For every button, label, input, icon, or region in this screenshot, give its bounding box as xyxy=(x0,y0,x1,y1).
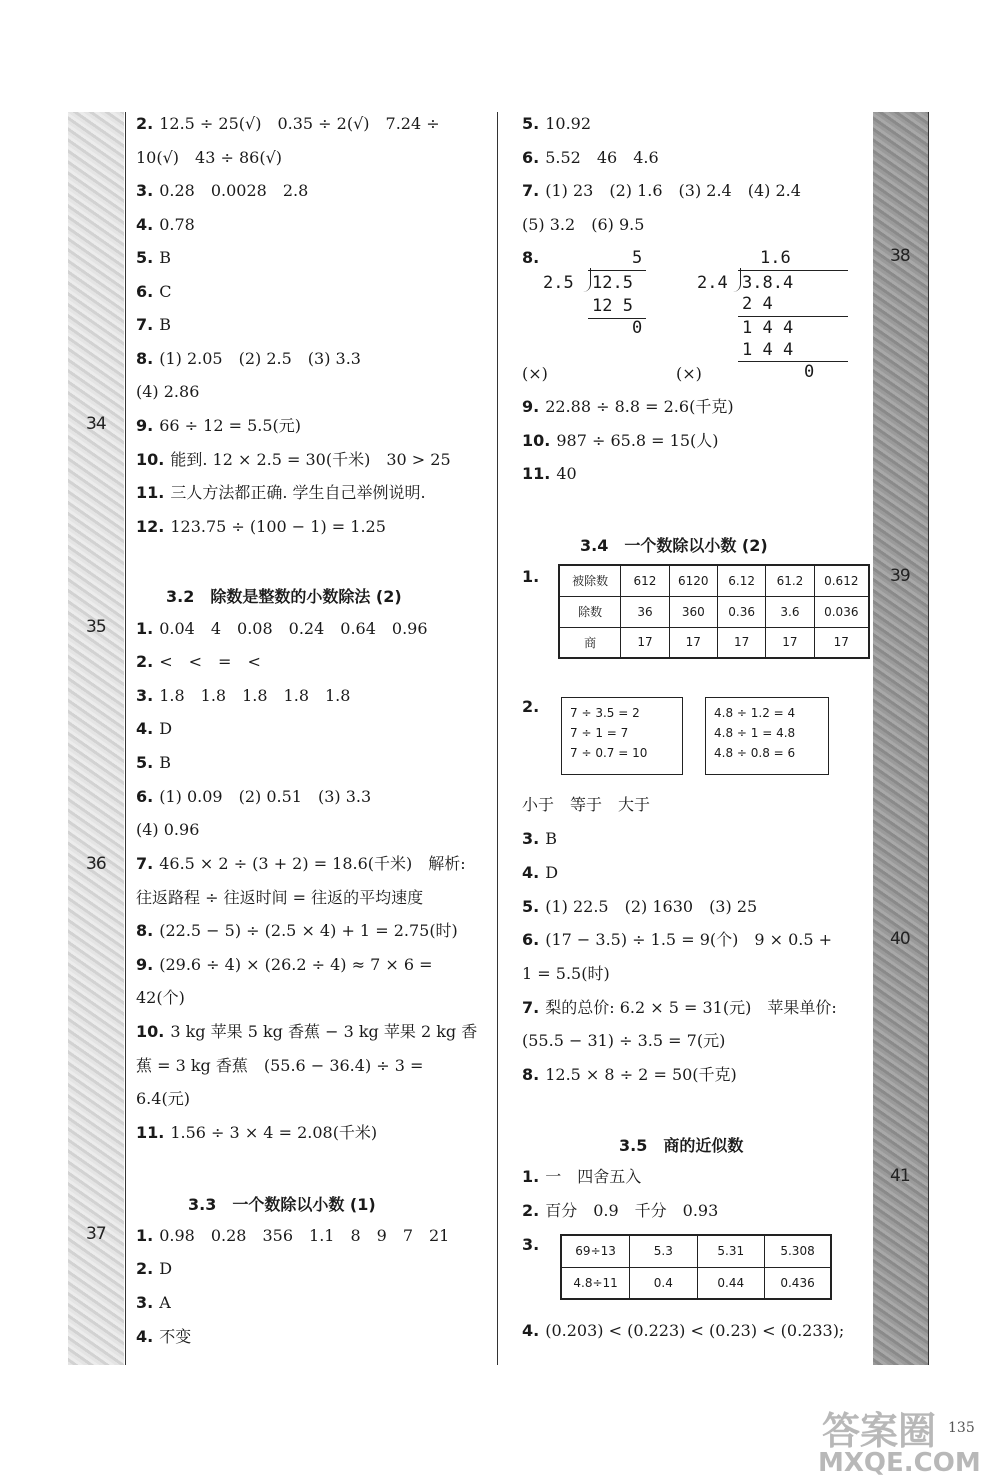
answer-line: 7. 46.5 × 2 ÷ (3 + 2) = 18.6(千米) 解析: xyxy=(136,854,466,873)
answer-line: 3. 1.8 1.8 1.8 1.8 1.8 xyxy=(136,686,351,705)
quotient-table xyxy=(558,564,870,659)
quotient: 5 xyxy=(632,248,643,268)
answer-line: 2. < < = < xyxy=(136,652,261,671)
answer-line: 5. (1) 22.5 (2) 1630 (3) 25 xyxy=(522,897,758,916)
table-cell: 360 xyxy=(669,596,717,627)
answer-line: 3. B xyxy=(522,829,557,848)
answer-line: 2. D xyxy=(136,1259,173,1278)
answer-line: 2. xyxy=(522,697,540,716)
answer-line: 3. 0.28 0.0028 2.8 xyxy=(136,181,309,200)
page-number-39: 39 xyxy=(890,566,910,586)
table-cell: 17 xyxy=(766,627,814,658)
answer-line: 往返路程 ÷ 往返时间 = 往返的平均速度 xyxy=(136,888,424,907)
divisor: 2.5 xyxy=(543,273,574,293)
table-row xyxy=(559,627,869,658)
answer-line: 5. B xyxy=(136,248,171,267)
left-rule xyxy=(125,112,126,1365)
answer-line: 9. 66 ÷ 12 = 5.5(元) xyxy=(136,416,302,435)
remainder: 0 xyxy=(804,362,815,382)
mark-cross-2: (×) xyxy=(676,364,702,383)
table-cell: 0.036 xyxy=(814,596,869,627)
table-cell: 5.308 xyxy=(765,1235,831,1267)
section-heading-3-4: 3.4 一个数除以小数 (2) xyxy=(580,536,768,555)
table-cell: 17 xyxy=(717,627,765,658)
product: 1 4 4 xyxy=(742,340,794,360)
table-cell: 6.12 xyxy=(717,565,765,596)
section-heading-3-2: 3.2 除数是整数的小数除法 (2) xyxy=(166,587,402,606)
table-cell: 69÷13 xyxy=(561,1235,630,1267)
answer-line: 7. (1) 23 (2) 1.6 (3) 2.4 (4) 2.4 xyxy=(522,181,801,200)
answer-line: 10. 能到. 12 × 2.5 = 30(千米) 30 > 25 xyxy=(136,450,451,469)
table-cell: 0.36 xyxy=(717,596,765,627)
table-cell: 除数 xyxy=(559,596,621,627)
answer-line: 6. 5.52 46 4.6 xyxy=(522,148,659,167)
table-cell: 商 xyxy=(559,627,621,658)
table-row xyxy=(561,1267,831,1299)
page-number-37: 37 xyxy=(86,1224,106,1244)
answer-line: 11. 1.56 ÷ 3 × 4 = 2.08(千米) xyxy=(136,1123,378,1142)
section-heading-3-3: 3.3 一个数除以小数 (1) xyxy=(188,1195,376,1214)
table-cell: 612 xyxy=(621,565,669,596)
answer-line: 11. 三人方法都正确. 学生自己举例说明. xyxy=(136,483,426,502)
division-bracket xyxy=(582,268,591,292)
table-cell: 17 xyxy=(669,627,717,658)
answer-line: 4. 不变 xyxy=(136,1327,192,1346)
answer-line: 4. D xyxy=(136,719,173,738)
answer-line: 8. xyxy=(522,248,540,267)
box-line: 4.8 ÷ 1 = 4.8 xyxy=(714,726,796,740)
table-cell: 61.2 xyxy=(766,565,814,596)
answer-line: 8. (1) 2.05 (2) 2.5 (3) 3.3 xyxy=(136,349,361,368)
answer-line: 10. 987 ÷ 65.8 = 15(人) xyxy=(522,431,719,450)
quotient: 1.6 xyxy=(760,248,791,268)
table-cell: 36 xyxy=(621,596,669,627)
division-bar xyxy=(588,270,646,271)
box-line: 7 ÷ 1 = 7 xyxy=(570,726,629,740)
table-cell: 被除数 xyxy=(559,565,621,596)
answer-line: 10(√) 43 ÷ 86(√) xyxy=(136,148,283,167)
answer-line: 5. 10.92 xyxy=(522,114,592,133)
answer-line: 1. 0.98 0.28 356 1.1 8 9 7 21 xyxy=(136,1226,450,1245)
box-line: 7 ÷ 3.5 = 2 xyxy=(570,706,640,720)
section-heading-3-5: 3.5 商的近似数 xyxy=(619,1136,744,1155)
subtract-bar xyxy=(738,361,848,362)
subtract-bar xyxy=(738,316,848,317)
answer-line: (5) 3.2 (6) 9.5 xyxy=(522,215,645,234)
answer-line: 7. B xyxy=(136,315,171,334)
table-row xyxy=(559,596,869,627)
box-line: 7 ÷ 0.7 = 10 xyxy=(570,746,648,760)
answer-line: 蕉 = 3 kg 香蕉 (55.6 − 36.4) ÷ 3 = xyxy=(136,1056,424,1075)
answer-line: 1 = 5.5(时) xyxy=(522,964,610,983)
answer-line: 2. 12.5 ÷ 25(√) 0.35 ÷ 2(√) 7.24 ÷ xyxy=(136,114,440,133)
answer-line: 4. D xyxy=(522,863,559,882)
table-cell: 0.4 xyxy=(630,1267,697,1299)
page-number-41: 41 xyxy=(890,1166,910,1186)
page-number-35: 35 xyxy=(86,617,106,637)
answer-line: 1. xyxy=(522,567,540,586)
table-cell: 17 xyxy=(621,627,669,658)
center-rule xyxy=(497,112,498,1365)
answer-line: 10. 3 kg 苹果 5 kg 香蕉 − 3 kg 苹果 2 kg 香 xyxy=(136,1022,478,1041)
dividend: 12.5 xyxy=(592,273,633,293)
answer-line: 4. 0.78 xyxy=(136,215,195,234)
table-cell: 5.31 xyxy=(697,1235,765,1267)
answer-line: 2. 百分 0.9 千分 0.93 xyxy=(522,1201,719,1220)
table-row xyxy=(559,565,869,596)
table-cell: 0.436 xyxy=(765,1267,831,1299)
watermark-logo: 答案圈 xyxy=(822,1409,937,1453)
left-margin-band xyxy=(68,112,124,1365)
answer-line: 3. A xyxy=(136,1293,171,1312)
answer-line: 12. 123.75 ÷ (100 − 1) = 1.25 xyxy=(136,517,386,536)
answer-line: 8. 12.5 × 8 ÷ 2 = 50(千克) xyxy=(522,1065,737,1084)
answer-line: 3. xyxy=(522,1235,540,1254)
table-cell: 0.44 xyxy=(697,1267,765,1299)
dividend: 3.8.4 xyxy=(742,273,794,293)
answer-line: 42(个) xyxy=(136,988,185,1007)
example-box-1 xyxy=(561,697,683,775)
right-rule xyxy=(928,112,929,1365)
answer-line: 8. (22.5 − 5) ÷ (2.5 × 4) + 1 = 2.75(时) xyxy=(136,921,458,940)
table-cell: 17 xyxy=(814,627,869,658)
product: 12 5 xyxy=(592,296,633,316)
partial: 1 4 4 xyxy=(742,318,794,338)
approx-table xyxy=(560,1234,832,1300)
folio: 135 xyxy=(948,1420,975,1436)
table-cell: 5.3 xyxy=(630,1235,697,1267)
answer-line: (4) 0.96 xyxy=(136,820,200,839)
page-number-36: 36 xyxy=(86,854,106,874)
page-number-38: 38 xyxy=(890,246,910,266)
answer-line: (55.5 − 31) ÷ 3.5 = 7(元) xyxy=(522,1031,726,1050)
answer-line: 7. 梨的总价: 6.2 × 5 = 31(元) 苹果单价: xyxy=(522,998,837,1017)
answer-line: 6. (1) 0.09 (2) 0.51 (3) 3.3 xyxy=(136,787,372,806)
answer-line: 6. C xyxy=(136,282,172,301)
answer-line: (4) 2.86 xyxy=(136,382,200,401)
table-cell: 4.8÷11 xyxy=(561,1267,630,1299)
box-line: 4.8 ÷ 1.2 = 4 xyxy=(714,706,796,720)
table-row xyxy=(561,1235,831,1267)
watermark-url: MXQE.COM xyxy=(818,1448,981,1478)
answer-line: 5. B xyxy=(136,753,171,772)
table-cell: 3.6 xyxy=(766,596,814,627)
answer-line: 6.4(元) xyxy=(136,1089,190,1108)
answer-line: 小于 等于 大于 xyxy=(522,795,651,814)
answer-line: 11. 40 xyxy=(522,464,577,483)
product: 2 4 xyxy=(742,294,773,314)
answer-line: 1. 一 四舍五入 xyxy=(522,1167,642,1186)
table-cell: 0.612 xyxy=(814,565,869,596)
divisor: 2.4 xyxy=(697,273,728,293)
remainder: 0 xyxy=(632,318,643,338)
page-number-40: 40 xyxy=(890,929,910,949)
division-bracket xyxy=(732,268,741,292)
mark-cross-1: (×) xyxy=(522,364,548,383)
example-box-2 xyxy=(705,697,829,775)
table-cell: 6120 xyxy=(669,565,717,596)
page-number-34: 34 xyxy=(86,414,106,434)
answer-line: 9. (29.6 ÷ 4) × (26.2 ÷ 4) ≈ 7 × 6 = xyxy=(136,955,433,974)
answer-line: 1. 0.04 4 0.08 0.24 0.64 0.96 xyxy=(136,619,428,638)
answer-line: 6. (17 − 3.5) ÷ 1.5 = 9(个) 9 × 0.5 + xyxy=(522,930,833,949)
division-bar xyxy=(738,270,848,271)
answer-line: 4. (0.203) < (0.223) < (0.23) < (0.233); xyxy=(522,1321,845,1340)
box-line: 4.8 ÷ 0.8 = 6 xyxy=(714,746,796,760)
answer-line: 9. 22.88 ÷ 8.8 = 2.6(千克) xyxy=(522,397,734,416)
